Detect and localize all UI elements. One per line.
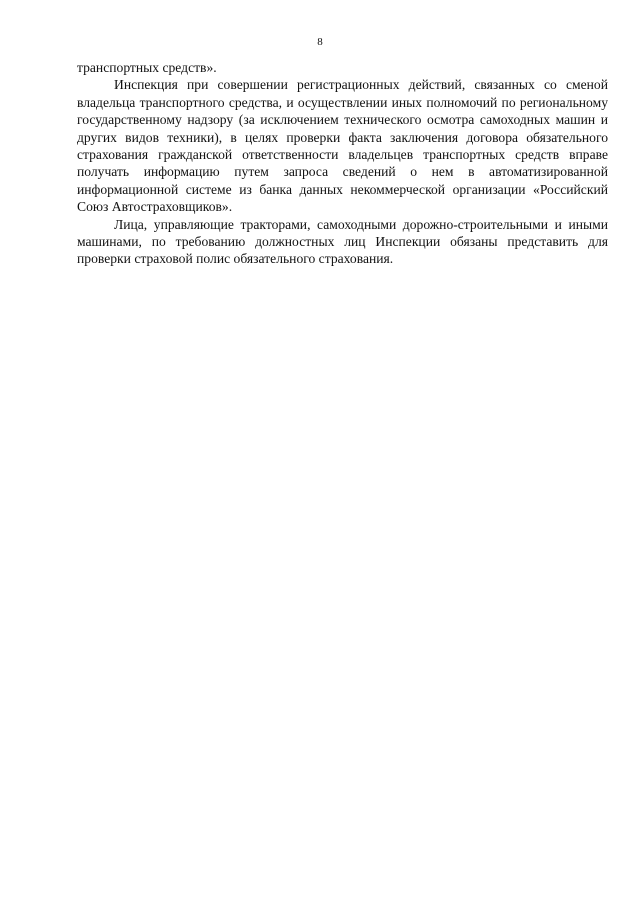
- paragraph-drivers-obligation: Лица, управляющие тракторами, самоходными дорожно-строительными и иными машинами, по требованию должностных лиц Инспекции обязаны представить для проверки страховой полис обязательного страхования.: [77, 216, 608, 267]
- paragraph-inspection-insurance-check: Инспекция при совершении регистрационных действий, связанных со сменой владельца транспортного средства, и осуществлении иных полномочий по региональному государственному надзору (за исключением технического осмотра самоходных машин и других видов техники), в целях проверки факта заключения договора обязательного страхования гражданской ответственности владельцев транспортных средств вправе получать информацию путем запроса сведений о нем в автоматизированной информационной системе из банка данных некоммерческой организации «Российский Союз Автостраховщиков».: [77, 77, 608, 215]
- paragraph-continuation: транспортных средств».: [77, 60, 217, 75]
- document-body: [77, 59, 608, 268]
- page-number: 8: [317, 36, 323, 48]
